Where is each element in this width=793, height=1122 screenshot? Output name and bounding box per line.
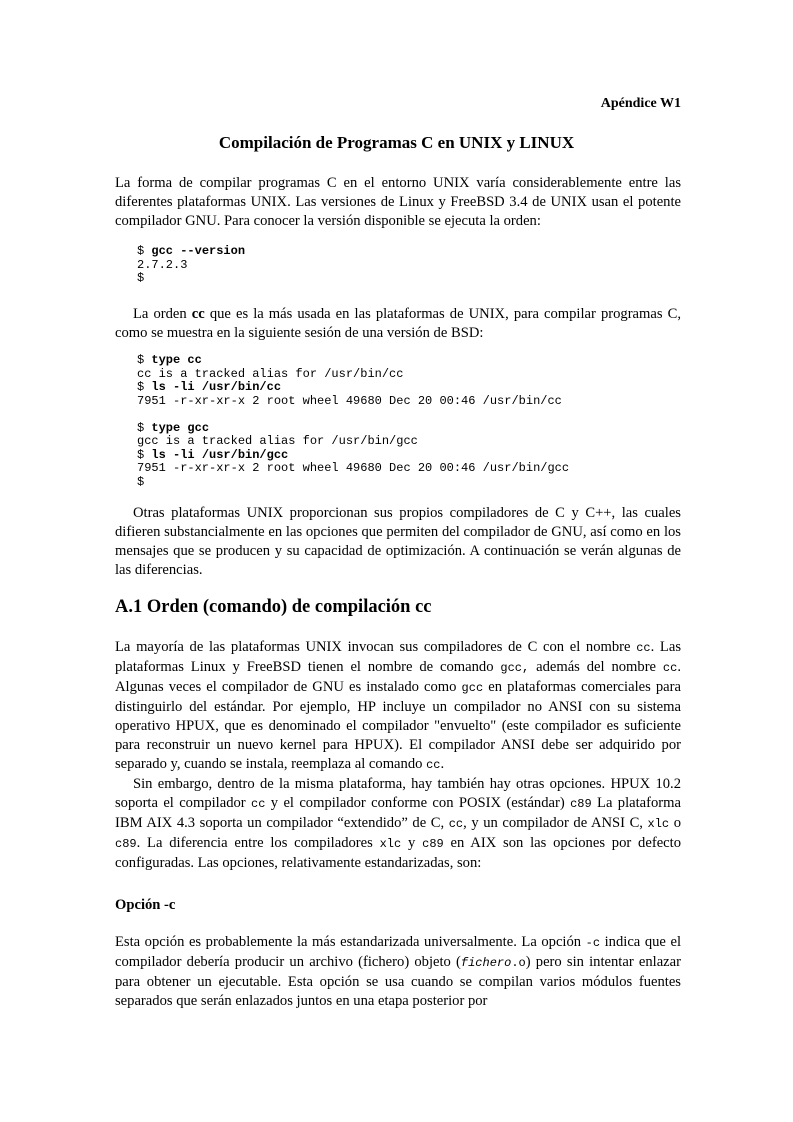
inline-code: gcc: [461, 681, 484, 695]
text-run: La orden: [133, 306, 192, 322]
paragraph-text: Otras plataformas UNIX proporcionan sus propios compiladores de C y C++, las cuales difieren substancialmente en las opciones que permiten del compilador de GNU, así como en los mensajes que se producen y su capacidad de optimización. A continuación se verán algunas de las diferencias.: [115, 505, 681, 578]
inline-code: cc: [426, 758, 441, 772]
text-run: y: [401, 835, 423, 851]
inline-code: c89: [570, 797, 592, 811]
intro-paragraph: [115, 174, 681, 231]
code-prompt: $: [137, 353, 152, 367]
code-prompt: $: [137, 380, 152, 394]
inline-code: cc: [251, 797, 266, 811]
text-run: que es la más usada en las plataformas de UNIX, para compilar programas C, como se muestra en la siguiente sesión de una versión de BSD:: [115, 306, 682, 341]
page-title: Compilación de Programas C en UNIX y LINUX: [218, 133, 575, 152]
inline-code: xlc: [647, 817, 670, 831]
inline-code: -c: [585, 936, 601, 950]
code-command: ls -li /usr/bin/cc: [151, 380, 282, 394]
inline-code: cc: [448, 817, 464, 831]
text-run: La plataforma IBM AIX 4.3 soporta un compilador “extendido” de C,: [115, 795, 681, 831]
text-run: ) pero sin intentar enlazar para obtener un ejecutable. Esta opción se usa cuando se compilan varios módulos fuentes separados que serán enlazados juntos en una etapa posterior por: [115, 954, 682, 1009]
code-command: gcc --version: [151, 244, 246, 258]
inline-code: xlc: [379, 837, 402, 851]
code-output: 2.7.2.3: [137, 257, 188, 272]
paragraph-cc-names: [115, 638, 681, 873]
inline-code: cc: [636, 641, 651, 655]
appendix-label: Apéndice W1: [600, 96, 681, 111]
text-run: , y un compilador de ANSI C,: [463, 815, 648, 831]
code-command: type cc: [151, 353, 202, 367]
code-prompt: $: [137, 447, 152, 462]
code-prompt: $: [137, 244, 152, 258]
text-run: o: [669, 815, 681, 831]
text-run: además del nombre: [529, 659, 663, 675]
inline-code: c89: [422, 837, 444, 851]
code-output: cc is a tracked alias for /usr/bin/cc: [137, 366, 404, 381]
text-run: La mayoría de las plataformas UNIX invocan sus compiladores de C con el nombre: [115, 639, 637, 655]
inline-code: .o: [511, 956, 526, 970]
code-block-bsd-session: [137, 354, 569, 489]
code-prompt: $: [137, 271, 145, 285]
code-prompt: $: [137, 474, 145, 489]
text-run: en AIX son las opciones por defecto configuradas. Las opciones, relativamente estandarizadas, son:: [115, 835, 681, 871]
code-prompt: $: [137, 420, 152, 435]
subsection-heading: Opción -c: [115, 897, 176, 913]
text-run: .: [440, 756, 445, 772]
code-command: type gcc: [151, 420, 210, 435]
paragraph-other-platforms: [115, 504, 681, 580]
paragraph-option-c: [115, 933, 681, 1011]
inline-code: cc: [662, 661, 678, 675]
code-output: 7951 -r-xr-xr-x 2 root wheel 49680 Dec 20 00:46 /usr/bin/gcc: [137, 461, 570, 475]
text-run: indica que el compilador debería producir un archivo (fichero) objeto (: [115, 934, 681, 970]
intro-text: La forma de compilar programas C en el entorno UNIX varía considerablemente entre las diferentes plataformas UNIX. Las versiones de Linux y FreeBSD 3.4 de UNIX usan el potente compilador GNU. Para conocer la versión disponible se ejecuta la orden:: [115, 175, 681, 229]
text-run: . Algunas veces el compilador de GNU es instalado como: [115, 659, 681, 695]
text-run: . Las plataformas Linux y FreeBSD tienen el nombre de comando: [115, 639, 682, 675]
inline-code-italic: fichero: [460, 956, 512, 970]
section-heading: A.1 Orden (comando) de compilación cc: [115, 597, 432, 617]
code-command: ls -li /usr/bin/gcc: [151, 447, 289, 462]
text-run: Sin embargo, dentro de la misma plataforma, hay también hay otras opciones. HPUX 10.2 soporta el compilador: [115, 776, 681, 811]
code-block-gcc-version: [137, 245, 245, 286]
code-output: gcc is a tracked alias for /usr/bin/gcc: [137, 434, 418, 448]
text-run: en plataformas comerciales para distinguirlo del estándar. Por ejemplo, HP incluye un compilador no ANSI con su sistema operativo HPUX, que es denominado el compilador "envuelto" (este compilador es suficiente para reconstruir un nuevo kernel para HPUX). El compilador ANSI debe ser adquirido por separado y, cuando se instala, reemplaza al comando: [115, 679, 681, 772]
bold-term: cc: [191, 306, 205, 322]
code-output: 7951 -r-xr-xr-x 2 root wheel 49680 Dec 20 00:46 /usr/bin/cc: [137, 393, 562, 408]
inline-code: gcc,: [500, 661, 530, 675]
text-run: Esta opción es probablemente la más estandarizada universalmente. La opción: [115, 934, 586, 950]
inline-code: c89: [115, 837, 137, 851]
paragraph-cc: [115, 305, 681, 343]
text-run: . La diferencia entre los compiladores: [136, 835, 380, 851]
text-run: y el compilador conforme con POSIX (estándar): [265, 795, 571, 811]
